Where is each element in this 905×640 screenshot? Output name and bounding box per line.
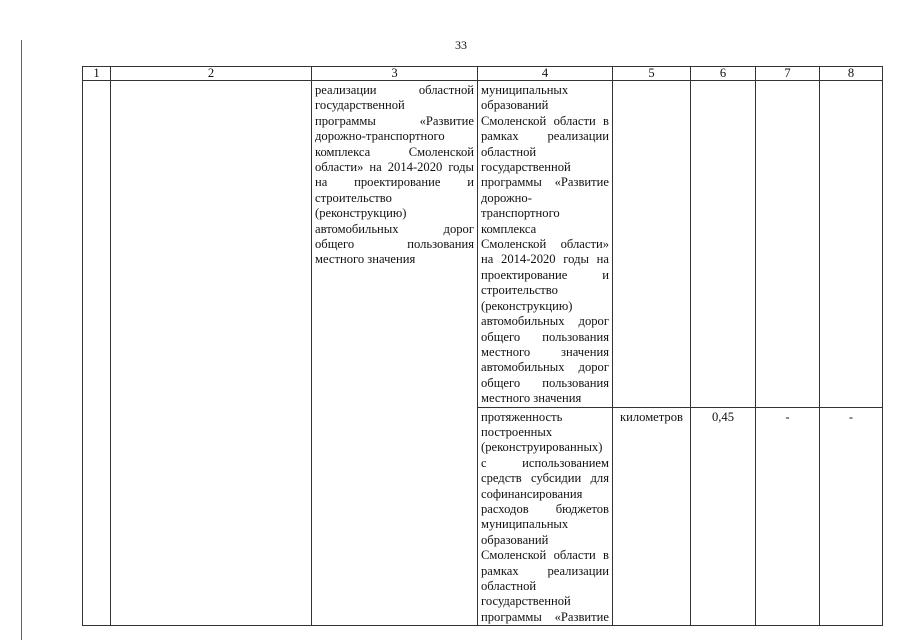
header-cell: 8 bbox=[820, 67, 883, 81]
text-line: дорожно- bbox=[481, 190, 532, 205]
text-line: местного значения bbox=[315, 252, 416, 267]
text-line: рамках реализации bbox=[481, 563, 609, 578]
text-line: программы «Развитие bbox=[481, 609, 609, 624]
text-line: Смоленской области в bbox=[481, 113, 609, 128]
page-number: 33 bbox=[455, 38, 467, 52]
table-row bbox=[83, 81, 883, 408]
text-line: строительство bbox=[315, 190, 392, 205]
text-line: местного значения bbox=[481, 391, 582, 406]
text-line: автомобильных дорог bbox=[481, 360, 609, 375]
cell-col8 bbox=[820, 81, 883, 408]
text-line: образований bbox=[481, 532, 549, 547]
cell-col3 bbox=[312, 81, 478, 626]
text-line: Смоленской области» bbox=[481, 237, 609, 252]
data-table bbox=[82, 66, 883, 626]
cell-col6 bbox=[691, 81, 756, 408]
cell-col4 bbox=[478, 407, 613, 626]
text-line: области» на 2014-2020 годы bbox=[315, 160, 474, 175]
text-line: образований bbox=[481, 98, 549, 113]
text-line: автомобильных дорог bbox=[481, 314, 609, 329]
text-line: общего пользования bbox=[481, 329, 609, 344]
value-cell: 0,45 bbox=[691, 407, 756, 626]
text-line: государственной bbox=[481, 160, 571, 175]
value-cell: - bbox=[820, 407, 883, 626]
scan-edge-line bbox=[21, 40, 22, 640]
cell-col5 bbox=[613, 81, 691, 408]
unit-cell: километров bbox=[613, 407, 691, 626]
text-line: комплекса bbox=[481, 221, 537, 236]
text-line: на проектирование и bbox=[315, 175, 474, 190]
text-line: (реконструкцию) bbox=[315, 206, 407, 221]
text-line: протяженность bbox=[481, 409, 563, 424]
header-cell: 2 bbox=[111, 67, 312, 81]
text-line: (реконструированных) bbox=[481, 440, 603, 455]
cell-col1 bbox=[83, 81, 111, 626]
header-cell: 1 bbox=[83, 67, 111, 81]
cell-col2 bbox=[111, 81, 312, 626]
text-line: строительство bbox=[481, 283, 558, 298]
text-line: Смоленской области в bbox=[481, 548, 609, 563]
text-line: реализации областной bbox=[315, 83, 474, 97]
text-line: транспортного bbox=[481, 206, 560, 221]
text-line: софинансирования bbox=[481, 486, 583, 501]
text-line: муниципальных bbox=[481, 83, 569, 97]
header-cell: 5 bbox=[613, 67, 691, 81]
header-cell: 6 bbox=[691, 67, 756, 81]
header-cell: 7 bbox=[756, 67, 820, 81]
text-line: рамках реализации bbox=[481, 129, 609, 144]
text-line: дорожно-транспортного bbox=[315, 129, 445, 144]
text-line: средств субсидии для bbox=[481, 471, 609, 486]
text-line: муниципальных bbox=[481, 517, 569, 532]
text-line: комплекса Смоленской bbox=[315, 144, 474, 159]
text-line: областной bbox=[481, 579, 537, 593]
text-line: государственной bbox=[481, 594, 571, 609]
text-line: с использованием bbox=[481, 455, 609, 470]
header-row bbox=[83, 67, 883, 81]
value-cell: - bbox=[756, 407, 820, 626]
text-line: расходов бюджетов bbox=[481, 501, 609, 516]
text-line: программы «Развитие bbox=[481, 175, 609, 190]
text-line: построенных bbox=[481, 424, 553, 439]
text-line: общего пользования bbox=[481, 375, 609, 390]
text-line: местного значения bbox=[481, 344, 609, 359]
text-line: проектирование и bbox=[481, 267, 609, 282]
header-cell: 4 bbox=[478, 67, 613, 81]
text-line: автомобильных дорог bbox=[315, 221, 474, 236]
text-line: государственной bbox=[315, 98, 405, 113]
text-line: общего пользования bbox=[315, 237, 474, 252]
cell-col7 bbox=[756, 81, 820, 408]
text-line: программы «Развитие bbox=[315, 113, 474, 128]
text-line: областной bbox=[481, 144, 537, 159]
text-line: на 2014-2020 годы на bbox=[481, 252, 609, 267]
header-cell: 3 bbox=[312, 67, 478, 81]
cell-col4 bbox=[478, 81, 613, 408]
text-line: (реконструкцию) bbox=[481, 298, 573, 313]
